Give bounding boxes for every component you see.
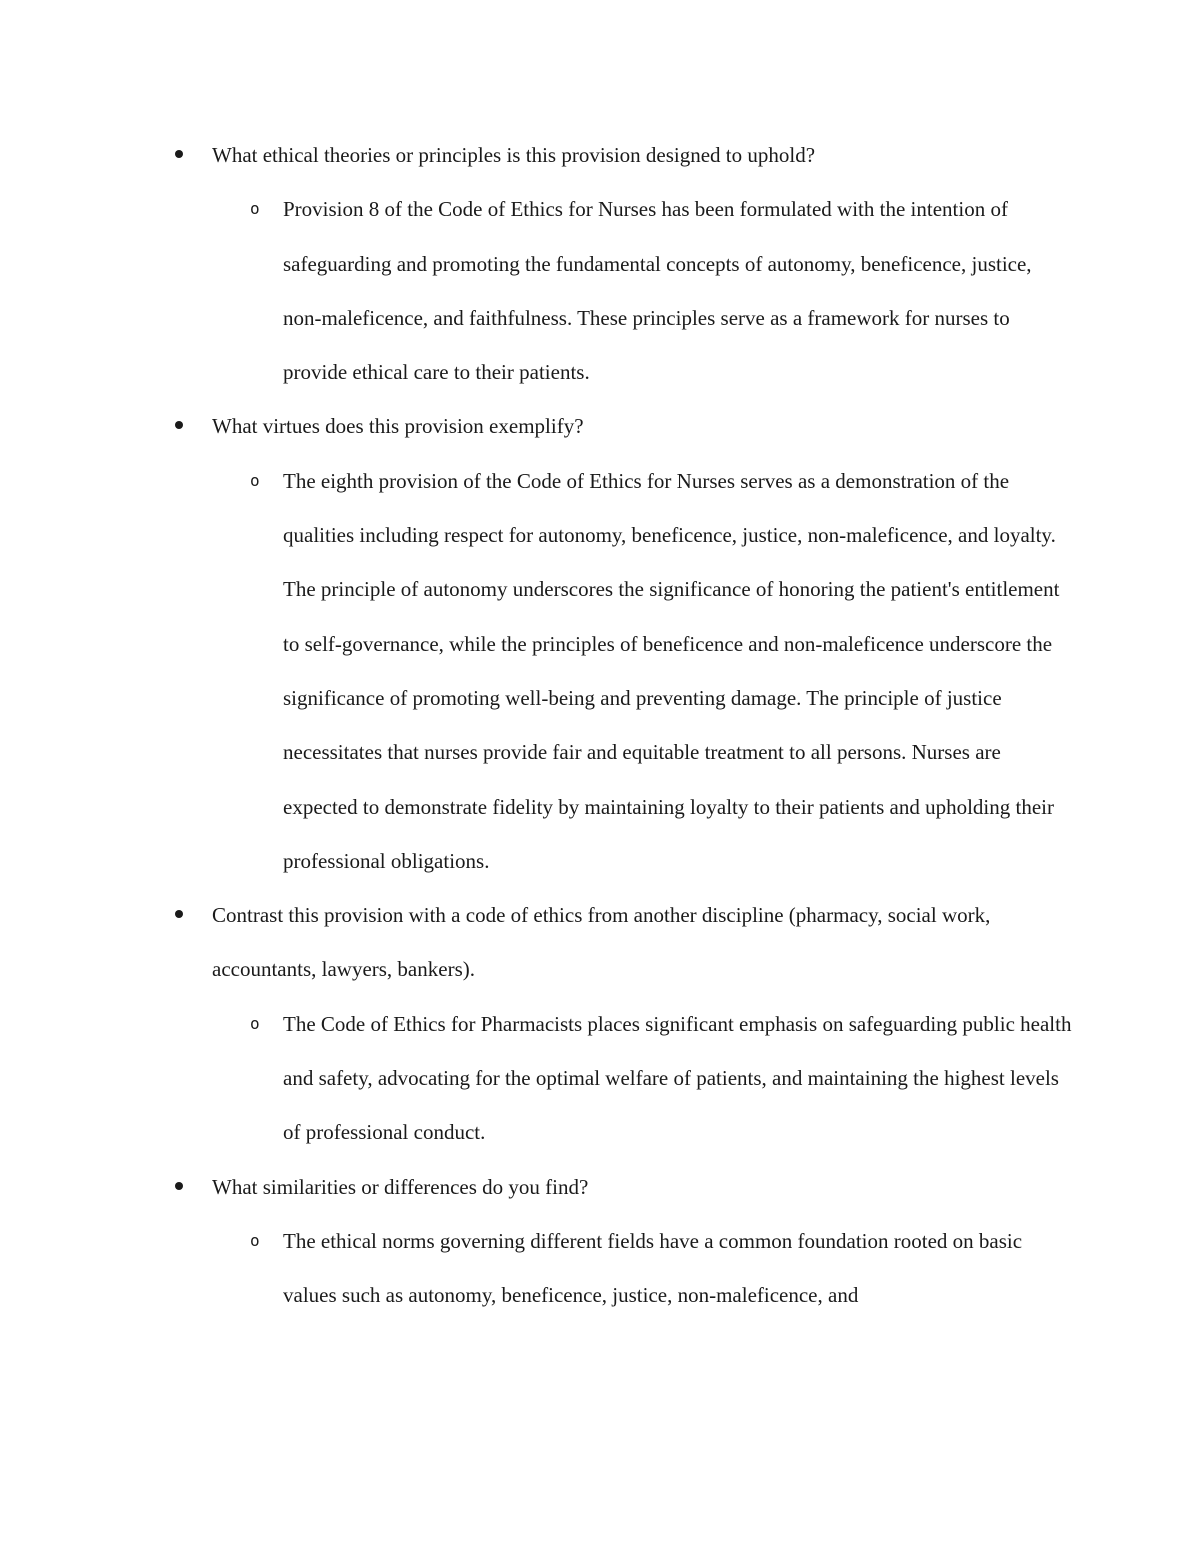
question-text: What virtues does this provision exemplify? <box>212 414 584 439</box>
sub-bullet-answer <box>0 997 1073 1160</box>
bullet-icon <box>175 421 183 429</box>
bullet-question <box>0 888 1072 997</box>
sub-bullet-icon: o <box>250 199 260 219</box>
sub-bullet-answer <box>0 1214 1073 1323</box>
sub-bullet-icon: o <box>250 1013 260 1033</box>
bullet-icon <box>175 910 183 918</box>
bullet-question <box>0 399 1072 453</box>
bullet-question <box>0 128 1072 182</box>
question-text: What ethical theories or principles is this provision designed to uphold? <box>212 143 816 167</box>
answer-text: The eighth provision of the Code of Ethics for Nurses serves as a demonstration of the qualities including respect for autonomy, beneficence, justice, non-maleficence, and loyalty. The principle of autonomy underscores the significance of honoring the patient's entitlement to self-governance, while the principles of beneficence and non-maleficence underscore the significance of promoting well-being and preventing damage. The principle of justice necessitates that nurses provide fair and equitable treatment to all persons. Nurses are expected to demonstrate fidelity by maintaining loyalty to their patients and upholding their professional obligations. <box>283 468 1060 873</box>
document-body <box>0 128 1200 1323</box>
sub-bullet-answer <box>0 454 1073 888</box>
sub-bullet-answer <box>0 182 1073 399</box>
answer-text: Provision 8 of the Code of Ethics for Nurses has been formulated with the intention of safeguarding and promoting the fundamental concepts of autonomy, beneficence, justice, non-maleficence, and faithfulness. These principles serve as a framework for nurses to provide ethical care to their patients. <box>283 197 1032 385</box>
answer-text: The ethical norms governing different fields have a common foundation rooted on basic values such as autonomy, beneficence, justice, non-maleficence, and <box>283 1228 1023 1308</box>
bullet-icon <box>175 1182 183 1190</box>
sub-bullet-icon: o <box>250 1230 260 1250</box>
sub-bullet-icon: o <box>250 470 260 490</box>
question-text: What similarities or differences do you find? <box>212 1174 589 1199</box>
bullet-icon <box>175 150 183 158</box>
question-text: Contrast this provision with a code of ethics from another discipline (pharmacy, social work, accountants, lawyers, bankers). <box>212 903 991 982</box>
bullet-question <box>0 1160 1072 1214</box>
answer-text: The Code of Ethics for Pharmacists places significant emphasis on safeguarding public health and safety, advocating for the optimal welfare of patients, and maintaining the highest levels of professional conduct. <box>283 1011 1072 1145</box>
